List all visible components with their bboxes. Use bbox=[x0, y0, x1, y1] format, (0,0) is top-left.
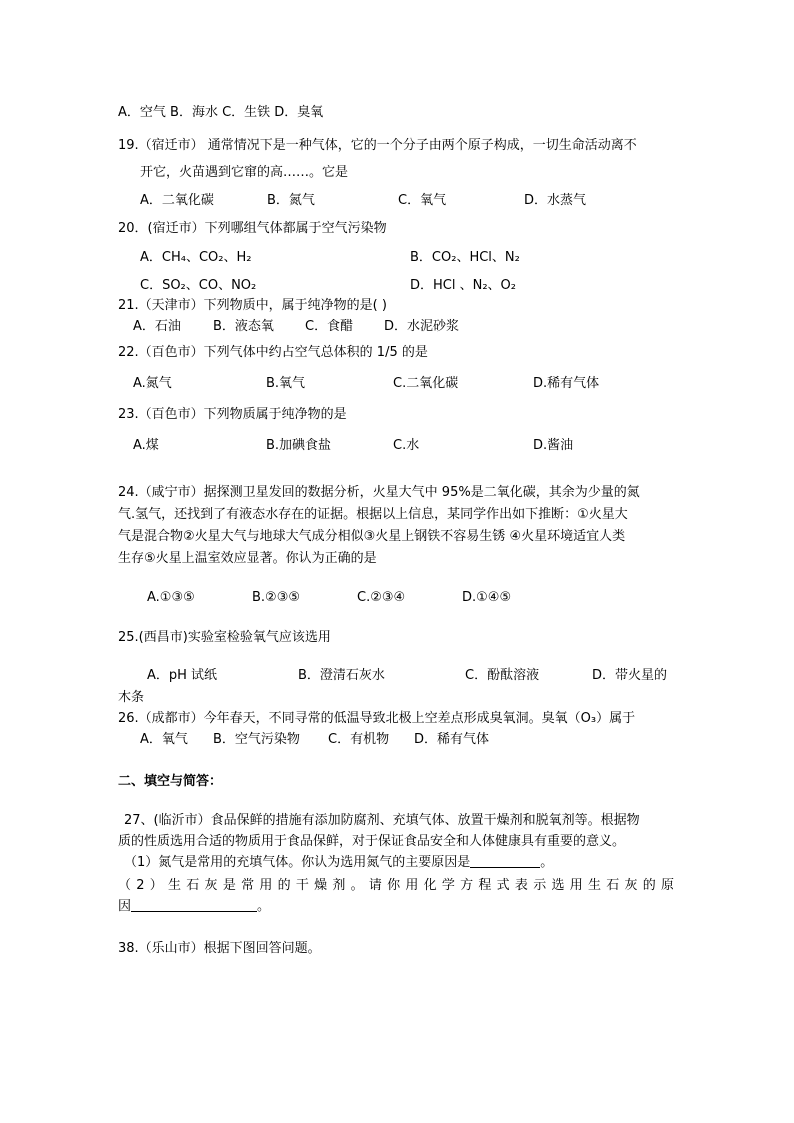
q26-stem: 26.（成都市）今年春天，不同寻常的低温导致北极上空差点形成臭氧洞。臭氧（O₃）属于 bbox=[118, 711, 636, 726]
q27-part2-end: 。 bbox=[257, 899, 271, 914]
q24-stem-line4: 生存⑤火星上温室效应显著。你认为正确的是 bbox=[118, 551, 377, 566]
q19-option-a: A．二氧化碳 bbox=[140, 193, 214, 208]
q22-option-a: A.氮气 bbox=[133, 376, 172, 391]
q38-stem: 38.（乐山市）根据下图回答问题。 bbox=[118, 941, 321, 956]
q19-stem-line1: 19.（宿迁市） 通常情况下是一种气体，它的一个分子由两个原子构成，一切生命活动离不 bbox=[118, 138, 637, 153]
q23-option-a: A.煤 bbox=[133, 438, 159, 453]
q24-stem-line1: 24.（咸宁市）据探测卫星发回的数据分析，火星大气中 95%是二氧化碳，其余为少量的氮 bbox=[118, 485, 640, 500]
q23-option-d: D.酱油 bbox=[533, 438, 574, 453]
q27-part2-blank[interactable] bbox=[131, 897, 257, 912]
q24-option-d: D.①④⑤ bbox=[462, 590, 512, 605]
q23-stem: 23.（百色市）下列物质属于纯净物的是 bbox=[118, 407, 347, 422]
q18-options: A．空气 B．海水 C．生铁 D．臭氧 bbox=[118, 105, 324, 120]
q20-stem: 20．(宿迁市）下列哪组气体都属于空气污染物 bbox=[118, 221, 387, 236]
q27-part1-text: （1）氮气是常用的充填气体。你认为选用氮气的主要原因是 bbox=[124, 855, 471, 870]
q26-option-d: D．稀有气体 bbox=[414, 732, 490, 747]
q21-stem: 21.（天津市）下列物质中，属于纯净物的是( ) bbox=[118, 298, 387, 313]
q21-option-b: B．液态氧 bbox=[213, 319, 274, 334]
q24-stem-line2: 气.氢气，还找到了有液态水存在的证据。根据以上信息，某同学作出如下推断：①火星大 bbox=[118, 507, 628, 522]
q24-option-c: C.②③④ bbox=[357, 590, 406, 605]
q24-option-a: A.①③⑤ bbox=[147, 590, 195, 605]
q19-option-d: D．水蒸气 bbox=[524, 193, 587, 208]
q25-option-d: D．带火星的 bbox=[592, 668, 668, 683]
q20-option-a: A．CH₄、CO₂、H₂ bbox=[140, 250, 252, 265]
q20-option-c: C．SO₂、CO、NO₂ bbox=[140, 278, 257, 293]
q27-part2: （2）生石灰是常用的干燥剂。请你用化学方程式表示选用生石灰的原 bbox=[118, 878, 674, 893]
q20-option-b: B．CO₂、HCl、N₂ bbox=[410, 250, 520, 265]
q25-stem: 25.(西昌市)实验室检验氧气应该选用 bbox=[118, 630, 331, 645]
q26-option-a: A．氧气 bbox=[140, 732, 188, 747]
q21-option-c: C．食醋 bbox=[305, 319, 354, 334]
q27-part1-end: 。 bbox=[540, 855, 554, 870]
q27-part2-cont bbox=[118, 897, 270, 917]
q23-option-c: C.水 bbox=[393, 438, 420, 453]
q27-stem-line2: 质的性质选用合适的物质用于食品保鲜，对于保证食品安全和人体健康具有重要的意义。 bbox=[118, 834, 626, 849]
q27-stem-line1: 27、(临沂市）食品保鲜的措施有添加防腐剂、充填气体、放置干燥剂和脱氧剂等。根据物 bbox=[124, 813, 640, 828]
q24-stem-line3: 气是混合物②火星大气与地球大气成分相似③火星上钢铁不容易生锈 ④火星环境适宜人类 bbox=[118, 529, 626, 544]
q27-part2-cont-text: 因 bbox=[118, 899, 132, 914]
section-title: 二、填空与简答： bbox=[118, 774, 223, 789]
q24-option-b: B.②③⑤ bbox=[252, 590, 301, 605]
q23-option-b: B.加碘食盐 bbox=[266, 438, 332, 453]
q26-option-c: C．有机物 bbox=[328, 732, 390, 747]
q22-stem: 22.（百色市）下列气体中约占空气总体积的 1/5 的是 bbox=[118, 345, 428, 360]
q19-option-c: C．氧气 bbox=[398, 193, 447, 208]
q21-option-a: A．石油 bbox=[133, 319, 181, 334]
q26-option-b: B．空气污染物 bbox=[213, 732, 300, 747]
q22-option-b: B.氧气 bbox=[266, 376, 306, 391]
q27-part1-blank[interactable] bbox=[470, 853, 540, 868]
q25-option-d-continuation: 木条 bbox=[118, 690, 145, 705]
q22-option-d: D.稀有气体 bbox=[533, 376, 600, 391]
q21-option-d: D．水泥砂浆 bbox=[384, 319, 460, 334]
q25-option-b: B．澄清石灰水 bbox=[298, 668, 385, 683]
q22-option-c: C.二氧化碳 bbox=[393, 376, 459, 391]
q25-option-c: C．酚酞溶液 bbox=[465, 668, 540, 683]
q19-option-b: B．氮气 bbox=[267, 193, 315, 208]
q27-part1 bbox=[124, 853, 553, 873]
q20-option-d: D．HCl 、N₂、O₂ bbox=[410, 278, 516, 293]
q19-stem-line2: 开它，火苗遇到它窜的高……。它是 bbox=[140, 165, 349, 180]
q25-option-a: A．pH 试纸 bbox=[147, 668, 218, 683]
